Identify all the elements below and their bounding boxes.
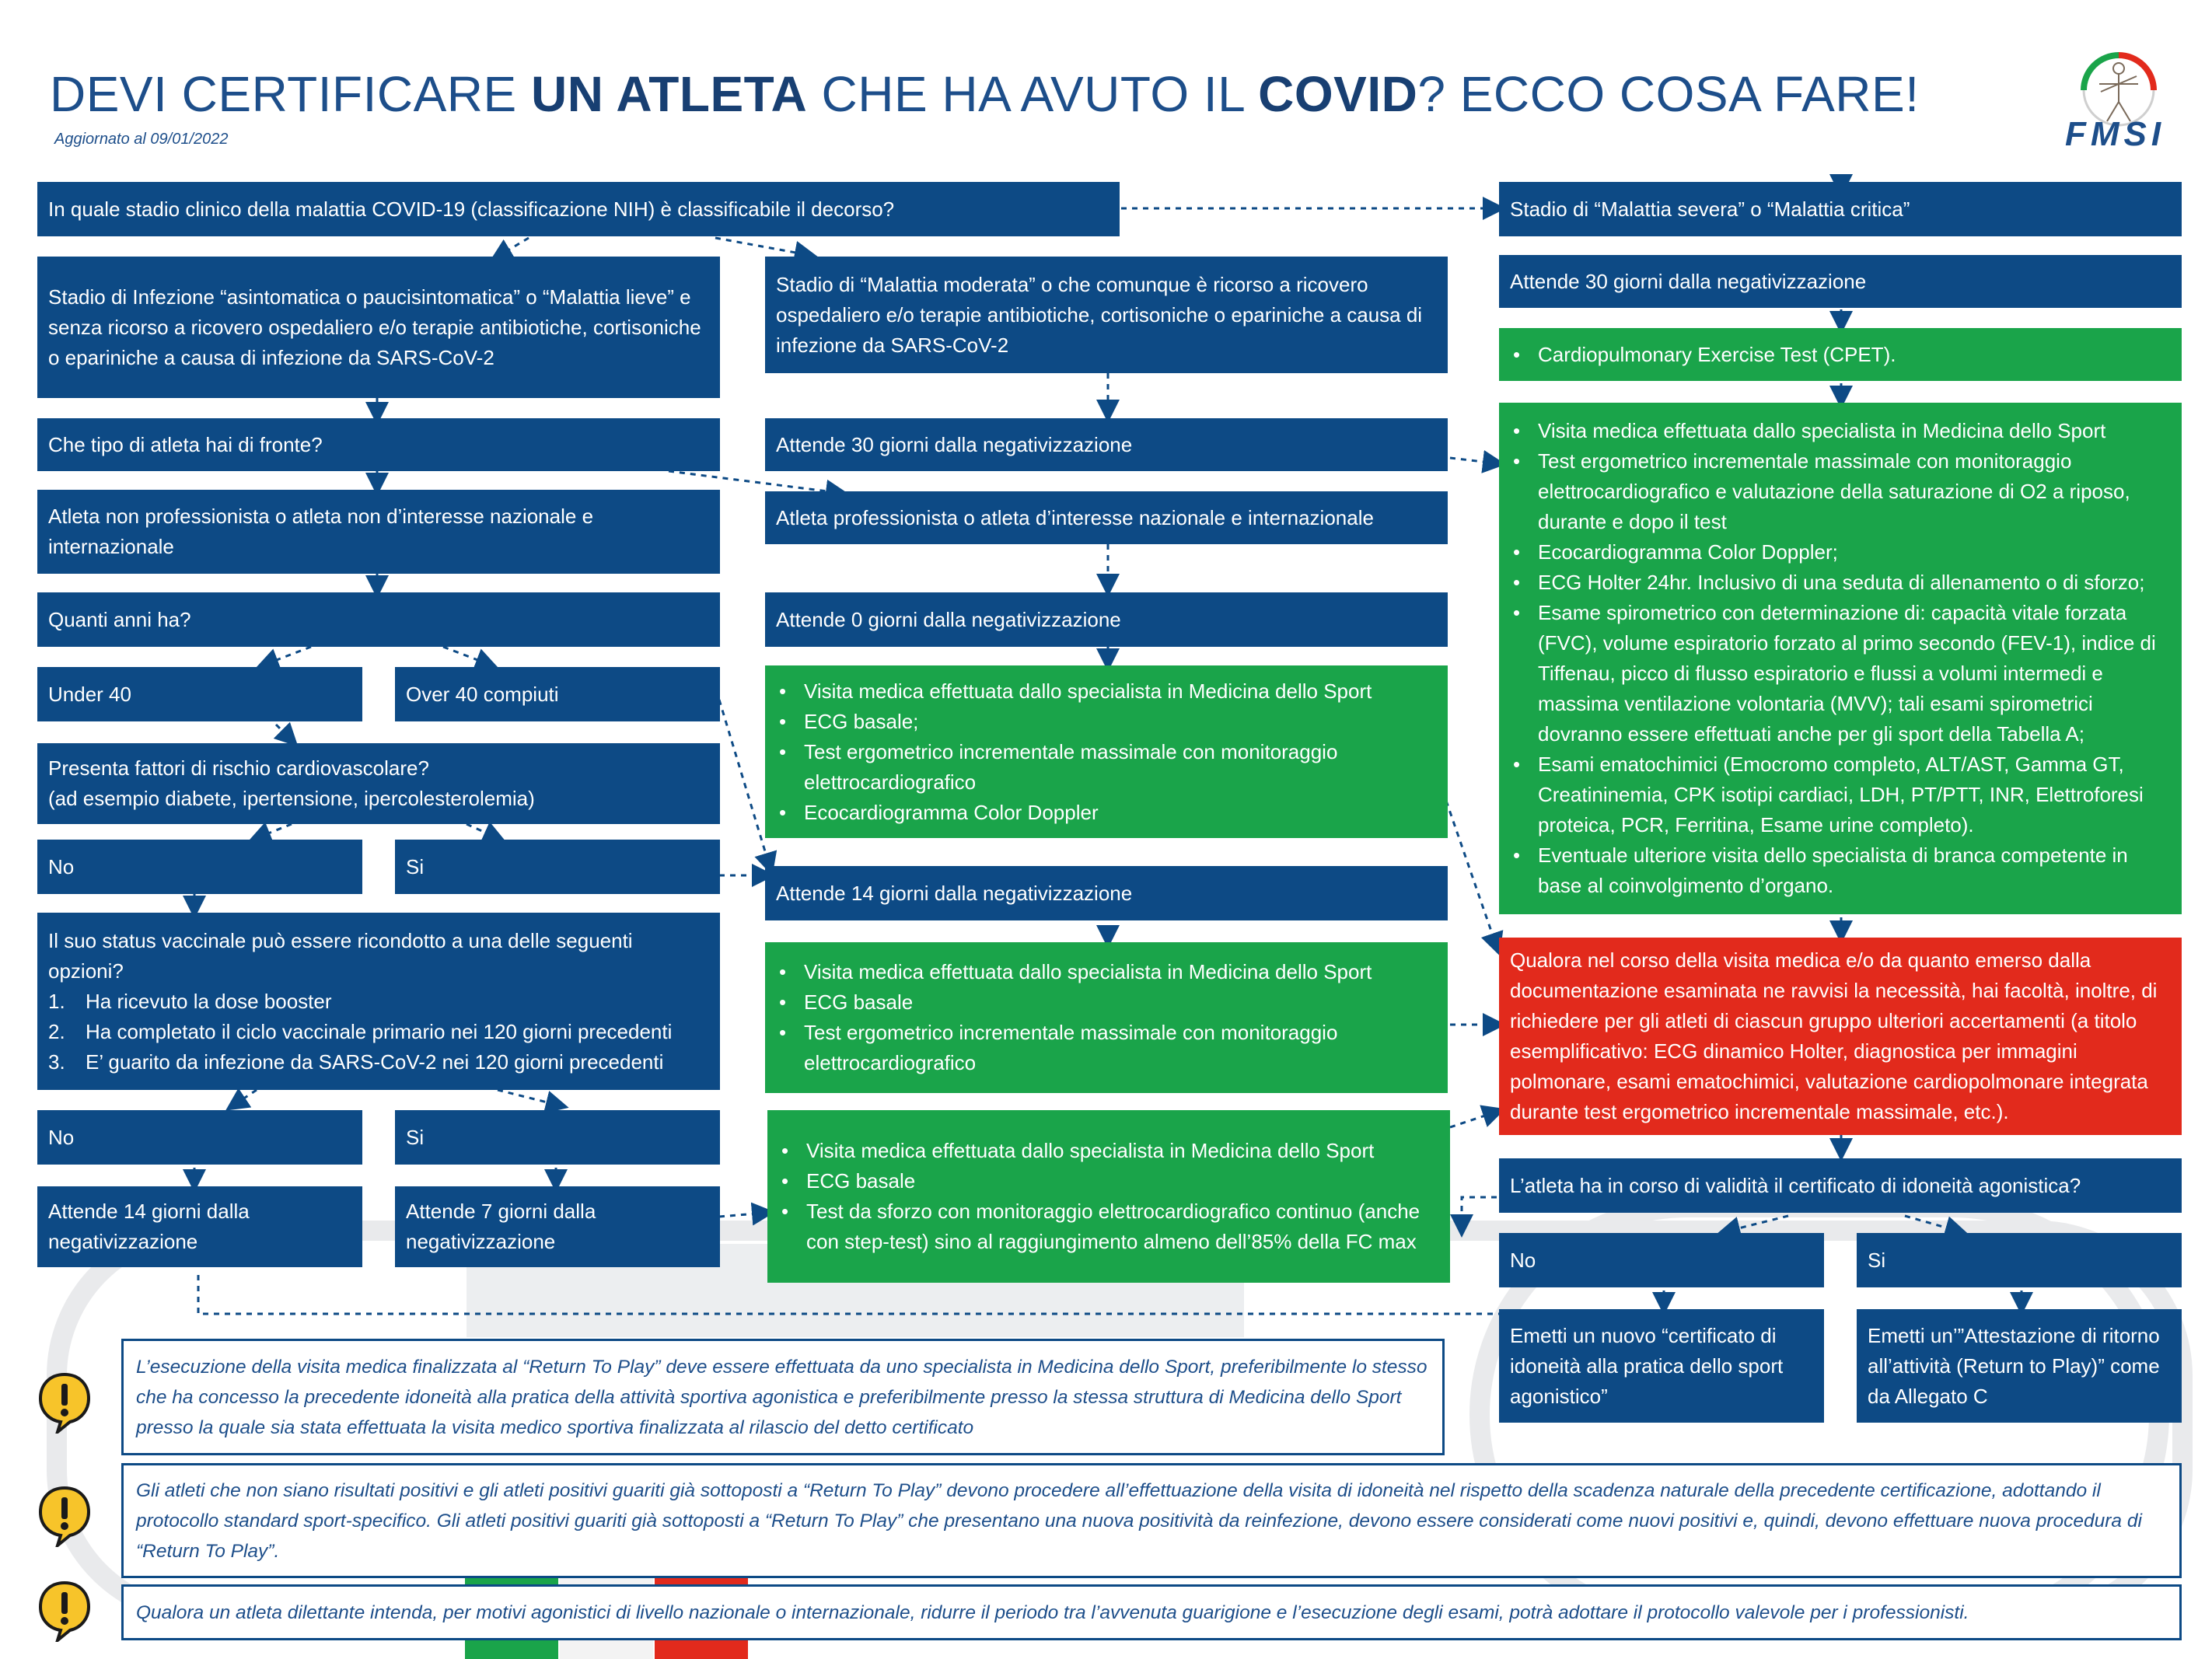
page-title: DEVI CERTIFICARE UN ATLETA CHE HA AVUTO IL COVID? ECCO COSA FARE! bbox=[50, 66, 1920, 122]
warning-icon bbox=[37, 1485, 92, 1547]
list-item: • Cardiopulmonary Exercise Test (CPET). bbox=[1510, 340, 1896, 370]
exams-14-days bbox=[765, 942, 1448, 1093]
list-item: • Test ergometrico incrementale massimale con monitoraggio elettrocardiografico bbox=[776, 737, 1437, 798]
question-cardio-risk: Presenta fattori di rischio cardiovascolare? (ad esempio diabete, ipertensione, ipercolesterolemia) bbox=[37, 743, 720, 824]
note-amateur-protocol: Qualora un atleta dilettante intenda, per motivi agonistici di livello nazionale o internazionale, ridurre il periodo tra l’avvenuta guarigione e l’esecuzione degli esami, potrà adottare il protocollo valevole per i professionisti. bbox=[121, 1584, 2182, 1640]
warning-icon bbox=[37, 1371, 92, 1434]
list-item: • Visita medica effettuata dallo specialista in Medicina dello Sport bbox=[1510, 416, 2171, 446]
exams-severe bbox=[1499, 403, 2182, 914]
list-item: • Test ergometrico incrementale massimale con monitoraggio elettrocardiografico e valutazione della saturazione di O2 a riposo, durante e dopo il test bbox=[1510, 446, 2171, 537]
wait-14-days-mid: Attende 14 giorni dalla negativizzazione bbox=[765, 866, 1448, 920]
question-athlete-type: Che tipo di atleta hai di fronte? bbox=[37, 418, 720, 471]
question-vaccine-status: Il suo status vaccinale può essere ricondotto a una delle seguenti opzioni? 1. Ha ricevuto la dose booster 2. Ha completato il ciclo vaccinale primario nei 120 giorni precedenti 3. E’ guarito da infezione da SARS-CoV-2 nei 120 giorni precedenti bbox=[37, 913, 720, 1090]
stage-moderate: Stadio di “Malattia moderata” o che comunque è ricorso a ricovero ospedaliero e/o terapie antibiotiche, cortisoniche o epariniche a causa di infezione da SARS-CoV-2 bbox=[765, 257, 1448, 373]
list-item: • ECG basale; bbox=[776, 707, 1437, 737]
note-reinfection: Gli atleti che non siano risultati positivi e gli atleti positivi guariti già sottoposti a “Return To Play” devono procedere all’effettuazione della visita di idoneità nel rispetto della scadenza naturale della precedente certificazione, adottando il protocollo standard sport-specifico. Gli atleti positivi guariti già sottoposti a “Return To Play” che presentano una nuova positività da reinfezione, devono essere considerati come nuovi positivi e, quindi, devono effettuare nuova procedura di “Return To Play”. bbox=[121, 1463, 2182, 1578]
risk-no: No bbox=[37, 840, 362, 894]
emit-return-to-play: Emetti un’”Attestazione di ritorno all’attività (Return to Play)” come da Allegato C bbox=[1857, 1309, 2182, 1423]
emit-new-certificate: Emetti un nuovo “certificato di idoneità alla pratica dello sport agonistico” bbox=[1499, 1309, 1824, 1423]
exams-pro bbox=[765, 665, 1448, 838]
note-return-to-play-specialist: L’esecuzione della visita medica finalizzata al “Return To Play” deve essere effettuata da uno specialista in Medicina dello Sport, preferibilmente lo stesso che ha concesso la precedente idoneità alla pratica della attività sportiva agonistica e preferibilmente presso la stessa struttura di Medicina dello Sport presso la quale sia stata effettuata la visita medico sportiva finalizzata al rilascio del detto certificato bbox=[121, 1339, 1445, 1455]
question-certificate-validity: L’atleta ha in corso di validità il certificato di idoneità agonistica? bbox=[1499, 1158, 2182, 1213]
wait-7-days: Attende 7 giorni dalla negativizzazione bbox=[395, 1186, 720, 1267]
list-item: • Test ergometrico incrementale massimale con monitoraggio elettrocardiografico bbox=[776, 1018, 1437, 1078]
age-over-40: Over 40 compiuti bbox=[395, 667, 720, 721]
list-item: • Visita medica effettuata dallo specialista in Medicina dello Sport bbox=[776, 676, 1437, 707]
list-item: • Visita medica effettuata dallo specialista in Medicina dello Sport bbox=[776, 957, 1437, 987]
certificate-yes: Si bbox=[1857, 1233, 2182, 1287]
list-item: • ECG Holter 24hr. Inclusivo di una seduta di allenamento o di sforzo; bbox=[1510, 568, 2171, 598]
list-item: • Ecocardiogramma Color Doppler bbox=[776, 798, 1437, 828]
vaccine-no: No bbox=[37, 1110, 362, 1165]
wait-14-days-left: Attende 14 giorni dalla negativizzazione bbox=[37, 1186, 362, 1267]
additional-exams-note: Qualora nel corso della visita medica e/o da quanto emerso dalla documentazione esaminata ne ravvisi la necessità, hai facoltà, inoltre, di richiedere per gli atleti di ciascun gruppo ulteriori accertamenti (a titolo esemplificativo: ECG dinamico Holter, diagnostica per immagini polmonare, esami ematochimici, valutazione cardiopolmonare integrata durante test ergometrico incrementale massimale, etc.). bbox=[1499, 938, 2182, 1135]
pro-athlete: Atleta professionista o atleta d’interesse nazionale e internazionale bbox=[765, 491, 1448, 544]
logo-text: FMSI bbox=[2065, 115, 2166, 153]
list-item: • Visita medica effettuata dallo specialista in Medicina dello Sport bbox=[778, 1136, 1439, 1166]
question-clinical-stage: In quale stadio clinico della malattia COVID-19 (classificazione NIH) è classificabile il decorso? bbox=[37, 182, 1120, 236]
certificate-no: No bbox=[1499, 1233, 1824, 1287]
stage-mild: Stadio di Infezione “asintomatica o paucisintomatica” o “Malattia lieve” e senza ricorso a ricovero ospedaliero e/o terapie antibiotiche, cortisoniche o epariniche a causa di infezione da SARS-CoV-2 bbox=[37, 257, 720, 398]
vaccine-yes: Si bbox=[395, 1110, 720, 1165]
list-item: • Esami ematochimici (Emocromo completo, ALT/AST, Gamma GT, Creatininemia, CPK isotipi cardiaci, LDH, PT/PTT, INR, Elettroforesi proteica, PCR, Ferritina, Esame urine completo). bbox=[1510, 749, 2171, 840]
warning-icon bbox=[37, 1580, 92, 1642]
list-item: • Eventuale ulteriore visita dello specialista di branca competente in base al coinvolgimento d’organo. bbox=[1510, 840, 2171, 901]
list-item: • ECG basale bbox=[776, 987, 1437, 1018]
stage-severe: Stadio di “Malattia severa” o “Malattia critica” bbox=[1499, 182, 2182, 236]
wait-30-days-severe: Attende 30 giorni dalla negativizzazione bbox=[1499, 255, 2182, 308]
list-item: • ECG basale bbox=[778, 1166, 1439, 1196]
question-age: Quanti anni ha? bbox=[37, 592, 720, 647]
list-item: • Esame spirometrico con determinazione di: capacità vitale forzata (FVC), volume espiratorio forzato al primo secondo (FEV-1), indice di Tiffenau, picco di flusso espiratorio e flussi a volumi intermedi e massima ventilazione volontaria (MVV); tali esami spirometrici dovranno essere effettuati anche per gli sport della Tabella A; bbox=[1510, 598, 2171, 749]
list-item: • Test da sforzo con monitoraggio elettrocardiografico continuo (anche con step-test) sino al raggiungimento almeno dell’85% della FC max bbox=[778, 1196, 1439, 1257]
age-under-40: Under 40 bbox=[37, 667, 362, 721]
wait-0-days: Attende 0 giorni dalla negativizzazione bbox=[765, 592, 1448, 647]
update-date: Aggiornato al 09/01/2022 bbox=[54, 131, 229, 148]
non-pro-athlete: Atleta non professionista o atleta non d’interesse nazionale e internazionale bbox=[37, 490, 720, 574]
wait-30-days-moderate: Attende 30 giorni dalla negativizzazione bbox=[765, 418, 1448, 471]
exam-cpet bbox=[1499, 328, 2182, 381]
exams-7-days bbox=[767, 1110, 1450, 1283]
risk-yes: Si bbox=[395, 840, 720, 894]
list-item: • Ecocardiogramma Color Doppler; bbox=[1510, 537, 2171, 568]
